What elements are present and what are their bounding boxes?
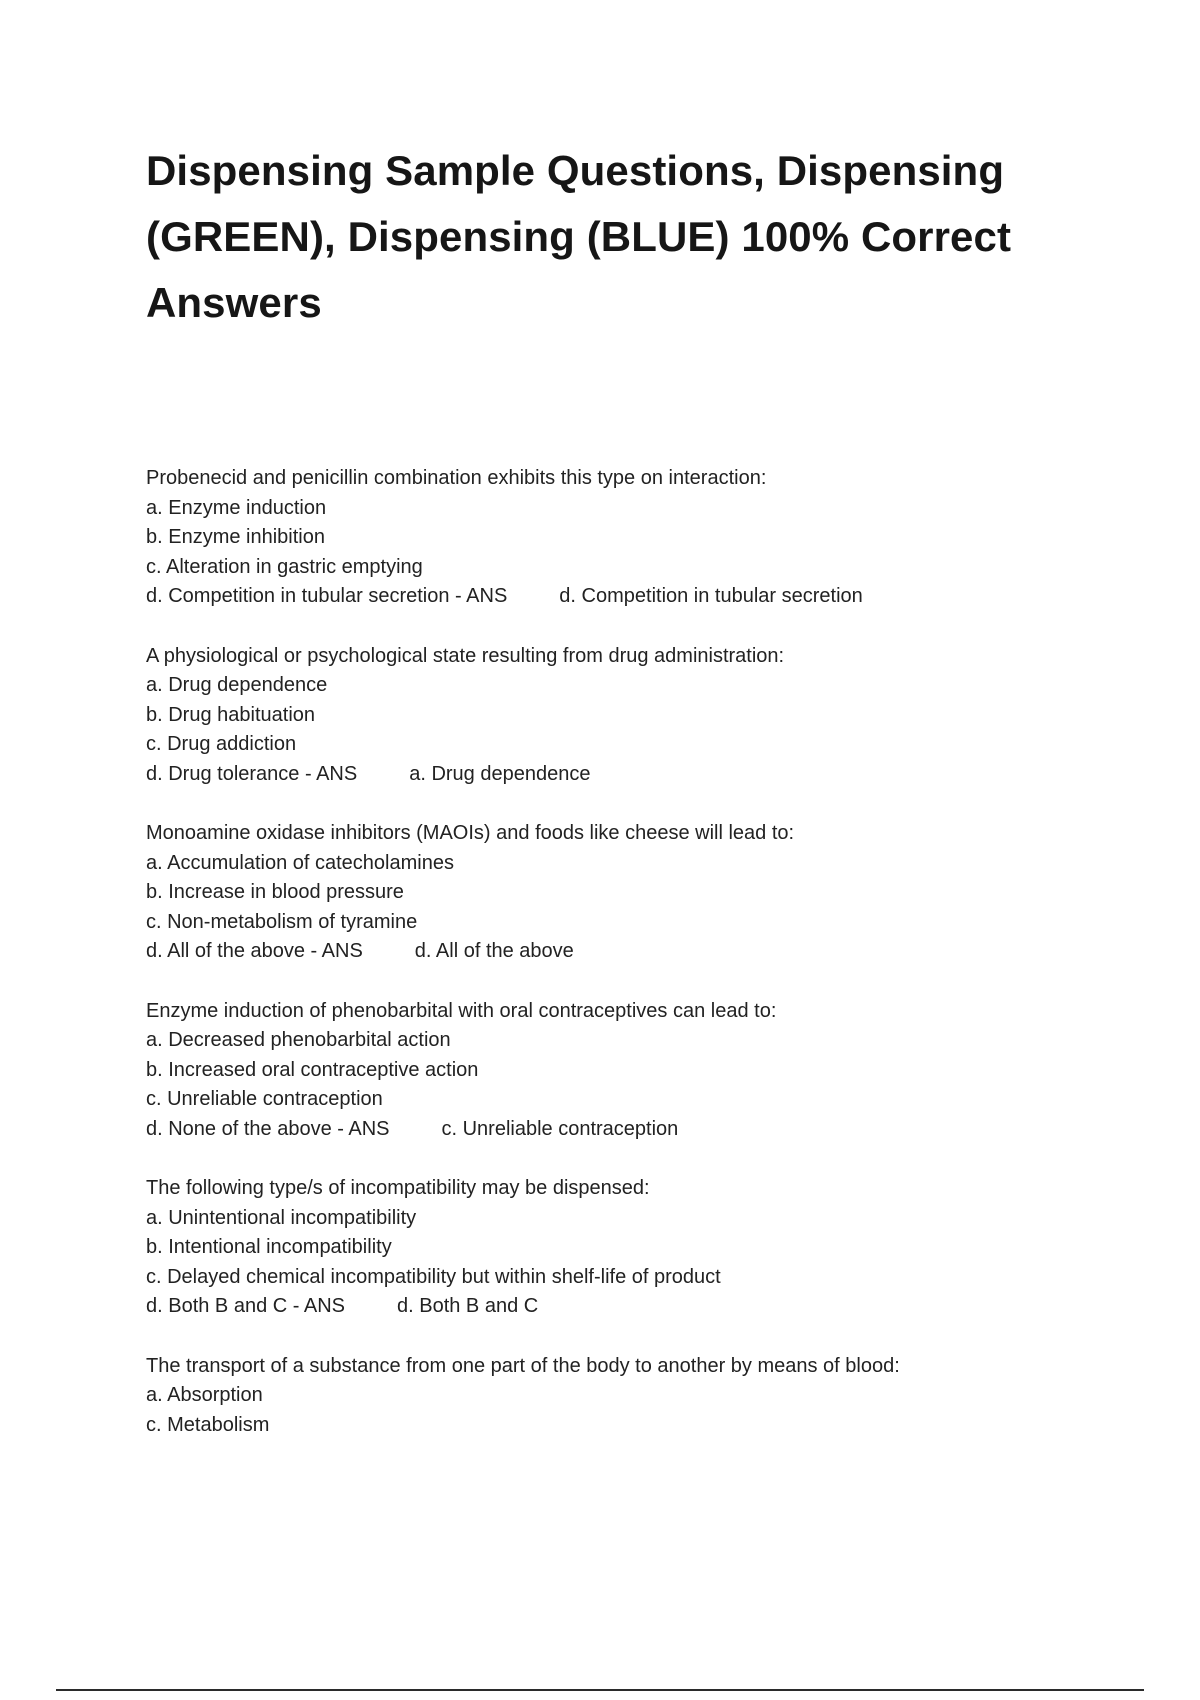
option-d-with-answer <box>146 1115 1106 1145</box>
answer-text: a. Drug dependence <box>409 762 591 785</box>
option-c: c. Alteration in gastric emptying <box>146 555 423 578</box>
question-list <box>146 464 1106 1470</box>
question-item <box>146 997 1106 1145</box>
question-prompt: The following type/s of incompatibility may be dispensed: <box>146 1177 650 1199</box>
option-d-with-answer <box>146 1292 1106 1322</box>
answer-text: d. Both B and C <box>397 1295 539 1317</box>
option-a: a. Absorption <box>146 1384 263 1406</box>
option-a: a. Decreased phenobarbital action <box>146 1029 451 1051</box>
answer-text: d. Competition in tubular secretion <box>559 585 863 607</box>
option-c: c. Non-metabolism of tyramine <box>146 910 418 933</box>
option-b: b. Increased oral contraceptive action <box>146 1058 479 1081</box>
answer-text: c. Unreliable contraception <box>441 1117 679 1140</box>
question-prompt: Monoamine oxidase inhibitors (MAOIs) and foods like cheese will lead to: <box>146 822 795 844</box>
question-item <box>146 819 1106 967</box>
option-b: b. Enzyme inhibition <box>146 526 325 548</box>
answer-text: d. All of the above <box>414 940 574 962</box>
option-c: c. Drug addiction <box>146 733 297 755</box>
question-item <box>146 642 1106 790</box>
question-prompt: Enzyme induction of phenobarbital with oral contraceptives can lead to: <box>146 999 777 1022</box>
question-item <box>146 464 1106 612</box>
option-b: b. Drug habituation <box>146 703 316 726</box>
option-b: b. Increase in blood pressure <box>146 881 404 903</box>
document-title: Dispensing Sample Questions, Dispensing (GREEN), Dispensing (BLUE) 100% Correct Answers <box>146 147 1012 326</box>
option-d: d. All of the above - ANS <box>146 940 363 962</box>
question-item <box>146 1352 1106 1441</box>
option-c: c. Metabolism <box>146 1413 270 1436</box>
option-b: b. Intentional incompatibility <box>146 1236 392 1258</box>
page-bottom-rule <box>56 1689 1144 1691</box>
option-d: d. Competition in tubular secretion - ANS <box>146 585 508 607</box>
question-prompt: A physiological or psychological state resulting from drug administration: <box>146 644 785 667</box>
question-prompt: The transport of a substance from one part of the body to another by means of blood: <box>146 1354 900 1377</box>
option-c: c. Unreliable contraception <box>146 1088 383 1110</box>
option-d: d. None of the above - ANS <box>146 1117 390 1140</box>
option-d-with-answer <box>146 937 1106 967</box>
option-a: a. Drug dependence <box>146 674 328 696</box>
option-a: a. Unintentional incompatibility <box>146 1206 417 1229</box>
option-d: d. Both B and C - ANS <box>146 1295 345 1317</box>
option-a: a. Accumulation of catecholamines <box>146 851 454 874</box>
option-d: d. Drug tolerance - ANS <box>146 762 358 785</box>
option-d-with-answer <box>146 582 1106 612</box>
question-prompt: Probenecid and penicillin combination exhibits this type on interaction: <box>146 467 767 489</box>
question-item <box>146 1174 1106 1322</box>
option-c: c. Delayed chemical incompatibility but within shelf-life of product <box>146 1265 721 1288</box>
option-a: a. Enzyme induction <box>146 496 327 519</box>
option-d-with-answer <box>146 760 1106 790</box>
